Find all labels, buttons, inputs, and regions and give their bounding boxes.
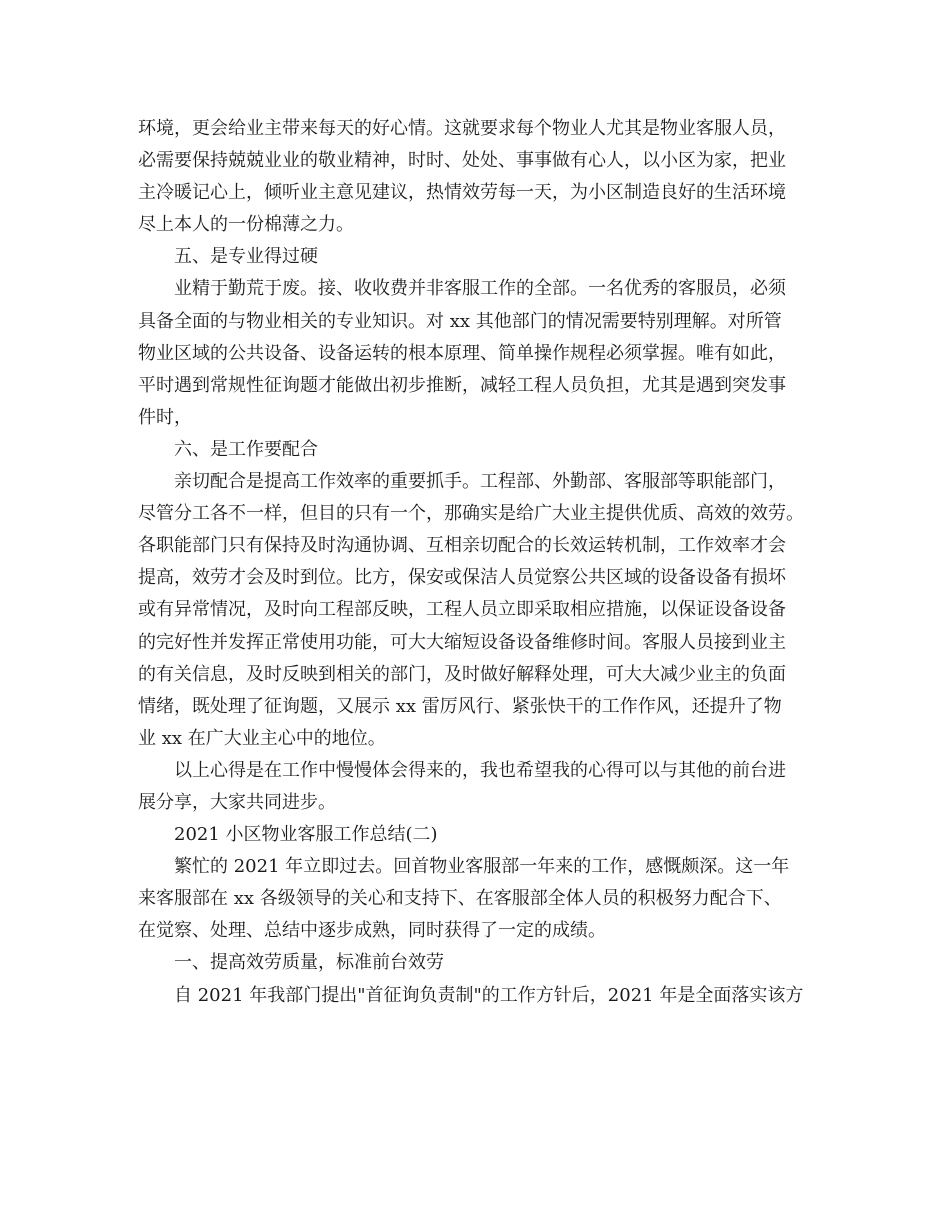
text-line: 情绪，既处理了征询题，又展示 xx 雷厉风行、紧张快干的工作作风，还提升了物 bbox=[138, 695, 782, 717]
document-body bbox=[138, 113, 838, 1012]
text-line: 具备全面的与物业相关的专业知识。对 xx 其他部门的情况需要特别理解。对所管 bbox=[138, 310, 782, 332]
text-line: 业 xx 在广大业主心中的地位。 bbox=[138, 727, 386, 749]
text-line: 繁忙的 2021 年立即过去。回首物业客服部一年来的工作，感慨颇深。这一年 bbox=[174, 856, 790, 878]
text-line: 提高，效劳才会及时到位。比方，保安或保洁人员觉察公共区域的设备设备有损坏 bbox=[138, 567, 786, 589]
text-line: 必需要保持兢兢业业的敬业精神，时时、处处、事事做有心人，以小区为家，把业 bbox=[138, 150, 786, 172]
text-line: 展分享，大家共同进步。 bbox=[138, 791, 336, 813]
text-line: 环境，更会给业主带来每天的好心情。这就要求每个物业人尤其是物业客服人员， bbox=[138, 118, 786, 139]
document-title: 2021 小区物业客服工作总结(二) bbox=[174, 824, 438, 846]
text-line: 或有异常情况，及时向工程部反映，工程人员立即采取相应措施，以保证设备设备 bbox=[138, 599, 786, 621]
section-heading: 六、是工作要配合 bbox=[174, 438, 318, 460]
text-line: 尽管分工各不一样，但目的只有一个，那确实是给广大业主提供优质、高效的效劳。 bbox=[138, 503, 804, 525]
section-heading: 一、提高效劳质量，标准前台效劳 bbox=[174, 952, 444, 974]
text-line: 以上心得是在工作中慢慢体会得来的，我也希望我的心得可以与其他的前台进 bbox=[174, 759, 786, 781]
text-line: 在觉察、处理、总结中逐步成熟，同时获得了一定的成绩。 bbox=[138, 920, 606, 942]
text-line: 件时， bbox=[138, 406, 192, 428]
text-line: 物业区域的公共设备、设备运转的根本原理、简单操作规程必须掌握。唯有如此， bbox=[138, 342, 786, 364]
text-line: 各职能部门只有保持及时沟通协调、互相亲切配合的长效运转机制，工作效率才会 bbox=[138, 535, 786, 557]
text-line: 的完好性并发挥正常使用功能，可大大缩短设备设备维修时间。客服人员接到业主 bbox=[138, 631, 786, 653]
text-line: 主冷暖记心上，倾听业主意见建议，热情效劳每一天，为小区制造良好的生活环境 bbox=[138, 182, 786, 204]
text-line: 平时遇到常规性征询题才能做出初步推断，减轻工程人员负担，尤其是遇到突发事 bbox=[138, 374, 786, 396]
text-line: 业精于勤荒于废。接、收收费并非客服工作的全部。一名优秀的客服员，必须 bbox=[174, 278, 786, 300]
text-line: 自 2021 年我部门提出"首征询负责制"的工作方针后，2021 年是全面落实该方 bbox=[174, 984, 804, 1006]
text-line: 的有关信息，及时反映到相关的部门，及时做好解释处理，可大大减少业主的负面 bbox=[138, 663, 786, 685]
text-line: 尽上本人的一份棉薄之力。 bbox=[138, 214, 354, 236]
text-line: 来客服部在 xx 各级领导的关心和支持下、在客服部全体人员的积极努力配合下、 bbox=[138, 888, 782, 910]
text-line: 亲切配合是提高工作效率的重要抓手。工程部、外勤部、客服部等职能部门， bbox=[174, 471, 786, 493]
section-heading: 五、是专业得过硬 bbox=[174, 246, 318, 268]
